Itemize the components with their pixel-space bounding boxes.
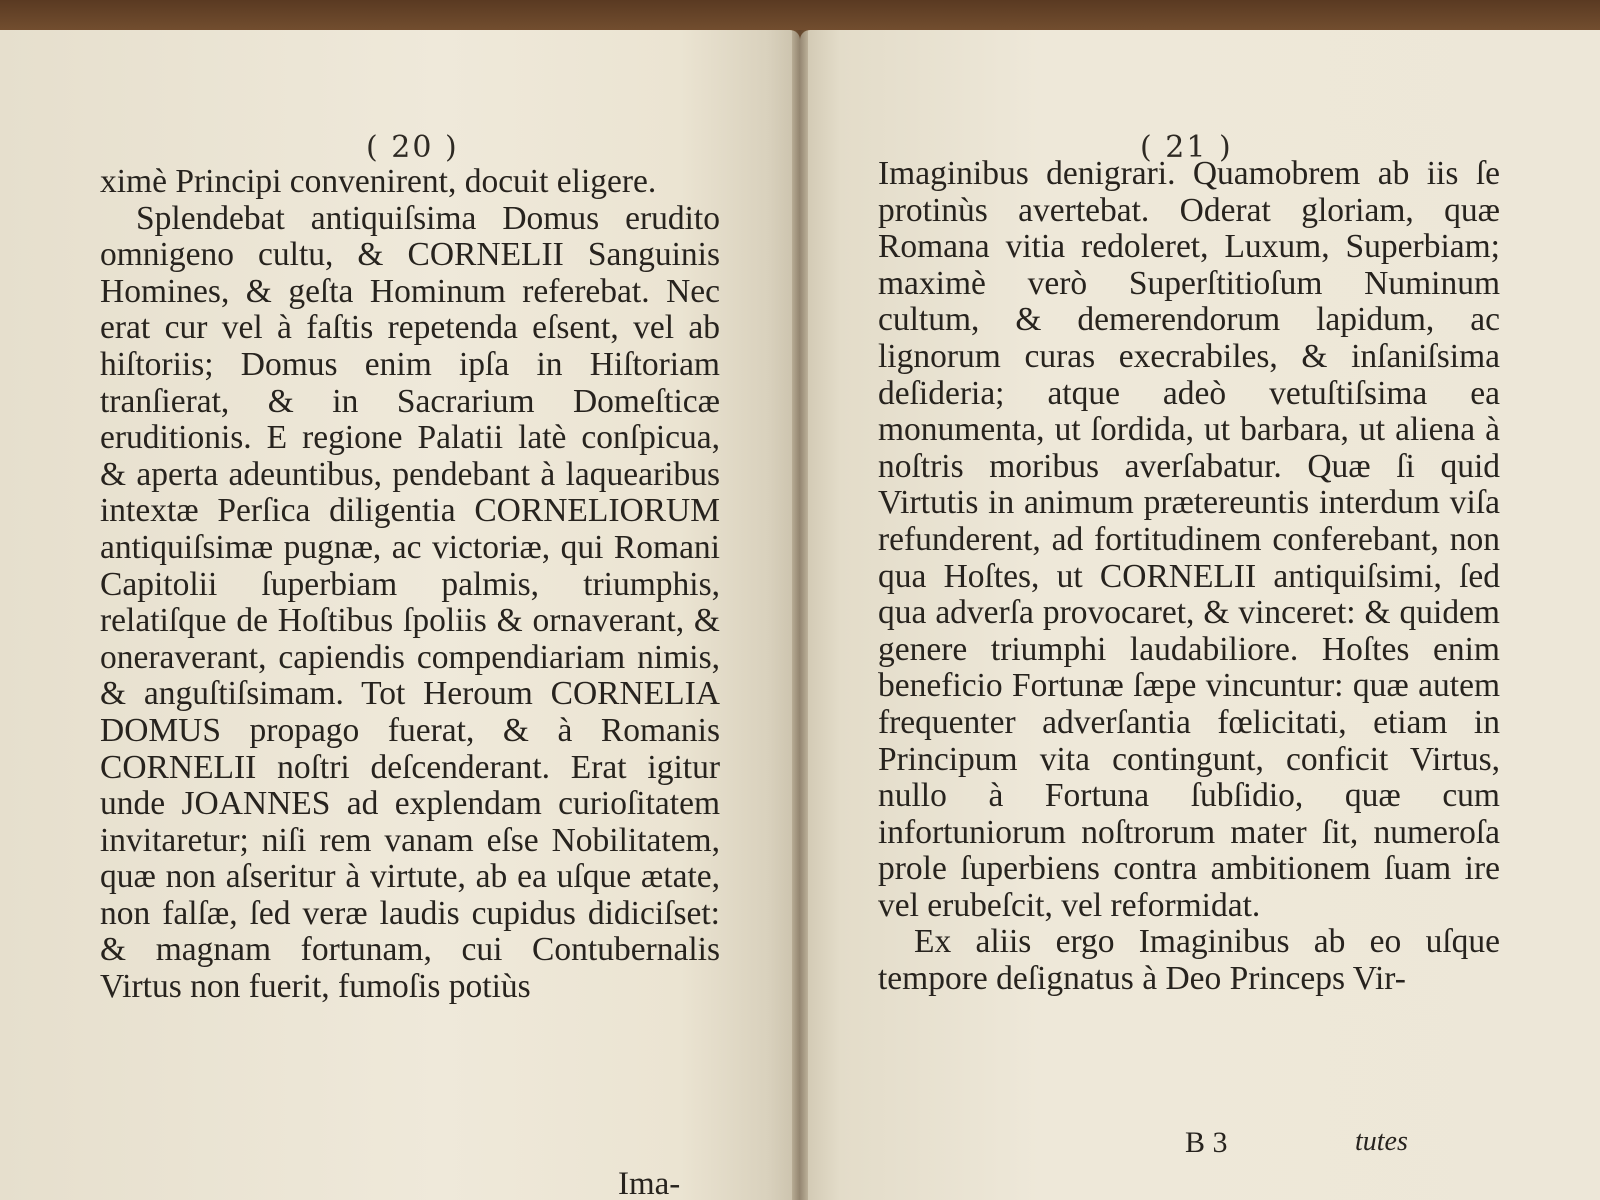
left-page-number: ( 20 ) <box>366 130 459 165</box>
right-page <box>800 30 1600 1200</box>
book-gutter <box>792 30 808 1200</box>
signature-mark: B 3 <box>1185 1126 1228 1159</box>
right-paragraph-1: Imaginibus denigrari. Quamobrem ab iis ſe protinùs avertebat. Oderat gloriam, quæ Romana vitia redoleret, Luxum, Superbiam; maximè verò Superſtitioſum Numinum cultum, & demerendorum lapidum, ac lignorum curas execrabiles, & inſaniſsima deſideria; atque adeò vetuſtiſsima ea monumenta, ut ſordida, ut barbara, ut aliena à noſtris moribus averſabatur. Quæ ſi quid Virtutis in animum prætereuntis interdum viſa refunderent, ad fortitudinem conferebant, non qua Hoſtes, ut CORNELII antiquiſsimi, ſed qua adverſa provocaret, & vinceret: & quidem genere triumphi laudabiliore. Hoſtes enim beneficio Fortunæ ſæpe vincuntur: quæ autem frequenter adverſantia fœlicitati, etiam in Principum vita contingunt, conficit Virtus, nullo à Fortuna ſubſidio, quæ cum infortuniorum noſtrorum mater ſit, numeroſa prole ſuperbiens contra ambitionem ſuam ire vel erubeſcit, vel reformidat. <box>878 155 1500 924</box>
left-page-body <box>100 164 720 1006</box>
left-paragraph-1: ximè Principi convenirent, docuit eligere. <box>100 163 657 200</box>
right-catchword: tutes <box>1355 1126 1408 1157</box>
left-catchword: Ima- <box>618 1166 681 1200</box>
left-page <box>0 30 800 1200</box>
right-paragraph-2: Ex aliis ergo Imaginibus ab eo uſque tempore deſignatus à Deo Princeps Vir- <box>878 923 1500 998</box>
right-page-number: ( 21 ) <box>1140 130 1233 165</box>
right-page-body <box>878 156 1500 998</box>
left-paragraph-2: Splendebat antiquiſsima Domus erudito omnigeno cultu, & CORNELII Sanguinis Homines, & geſta Hominum referebat. Nec erat cur vel à faſtis repetenda eſsent, vel ab hiſtoriis; Domus enim ipſa in Hiſtoriam tranſierat, & in Sacrarium Domeſticæ eruditionis. E regione Palatii latè conſpicua, & aperta adeuntibus, pendebant à laquearibus intextæ Perſica diligentia CORNELIORUM antiquiſsimæ pugnæ, ac victoriæ, qui Romani Capitolii ſuperbiam palmis, triumphis, relatiſque de Hoſtibus ſpoliis & ornaverant, & oneraverant, capiendis compendiariam nimis, & anguſtiſsimam. Tot Heroum CORNELIA DOMUS propago fuerat, & à Romanis CORNELII noſtri deſcenderant. Erat igitur unde JOANNES ad explendam curioſitatem invitaretur; niſi rem vanam eſse Nobilitatem, quæ non aſseritur à virtute, ab ea uſque ætate, non falſæ, ſed veræ laudis cupidus didiciſset: & magnam fortunam, cui Contubernalis Virtus non fuerit, fumoſis potiùs <box>100 199 720 1006</box>
